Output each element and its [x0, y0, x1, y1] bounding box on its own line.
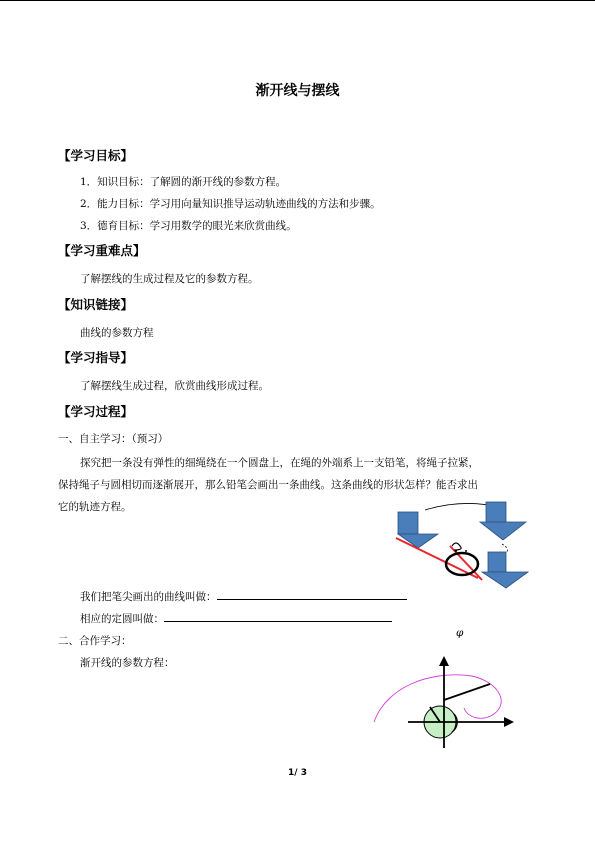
section-heading-guide: 【学习指导】 [58, 350, 134, 365]
red-tangent-line-1 [396, 538, 478, 578]
involute-equation-label: 渐开线的参数方程： [80, 657, 175, 669]
question-circle-label: 相应的定圆叫做： [80, 613, 164, 625]
section-heading-process: 【学习过程】 [58, 404, 134, 419]
arrow-down-icon-bottom-right [482, 552, 528, 588]
part1-heading: 一、自主学习：（预习） [58, 433, 169, 445]
goal-item-3: 3．德育目标：学习用数学的眼光来欣赏曲线。 [80, 220, 297, 232]
page-title: 渐开线与摆线 [255, 83, 340, 99]
phi-symbol: φ [456, 627, 464, 639]
blank-curve-name[interactable] [217, 589, 407, 600]
unwinding-string-figure [390, 500, 540, 595]
question-circle-name [80, 611, 392, 626]
section-heading-key-points: 【学习重难点】 [58, 243, 146, 258]
pencil-dot-2 [465, 550, 467, 552]
tangent-string [444, 684, 490, 700]
involute-figure [368, 652, 520, 752]
x-axis-arrow-icon [504, 717, 514, 727]
goal-item-1: 1．知识目标：了解圆的渐开线的参数方程。 [80, 176, 287, 188]
part2-heading: 二、合作学习： [58, 635, 132, 647]
goal-item-2: 2．能力目标：学习用向量知识推导运动轨迹曲线的方法和步骤。 [80, 198, 381, 210]
blank-circle-name[interactable] [164, 611, 392, 622]
arrow-down-icon-top-right [480, 502, 526, 540]
pencil-dot-1 [455, 550, 457, 552]
page-footer: 1/ 3 [288, 768, 307, 778]
paragraph-line-2: 保持绳子与圆相切而逐渐展开，那么铅笔会画出一条曲线。这条曲线的形状怎样？能否求出 [58, 479, 478, 491]
paragraph-line-1: 探究把一条没有弹性的细绳绕在一个圆盘上，在绳的外端系上一支铅笔，将绳子拉紧， [80, 457, 479, 469]
key-points-text: 了解摆线的生成过程及它的参数方程。 [80, 273, 259, 285]
section-heading-links: 【知识链接】 [58, 297, 134, 312]
question-curve-name [80, 589, 407, 604]
guide-text: 了解摆线生成过程，欣赏曲线形成过程。 [80, 380, 269, 392]
top-rule [0, 0, 595, 1]
paragraph-line-3: 它的轨迹方程。 [58, 501, 132, 513]
question-curve-label: 我们把笔尖画出的曲线叫做： [80, 591, 217, 603]
links-text: 曲线的参数方程 [80, 327, 154, 339]
section-heading-goals: 【学习目标】 [58, 148, 134, 163]
y-axis-arrow-icon [439, 656, 449, 666]
